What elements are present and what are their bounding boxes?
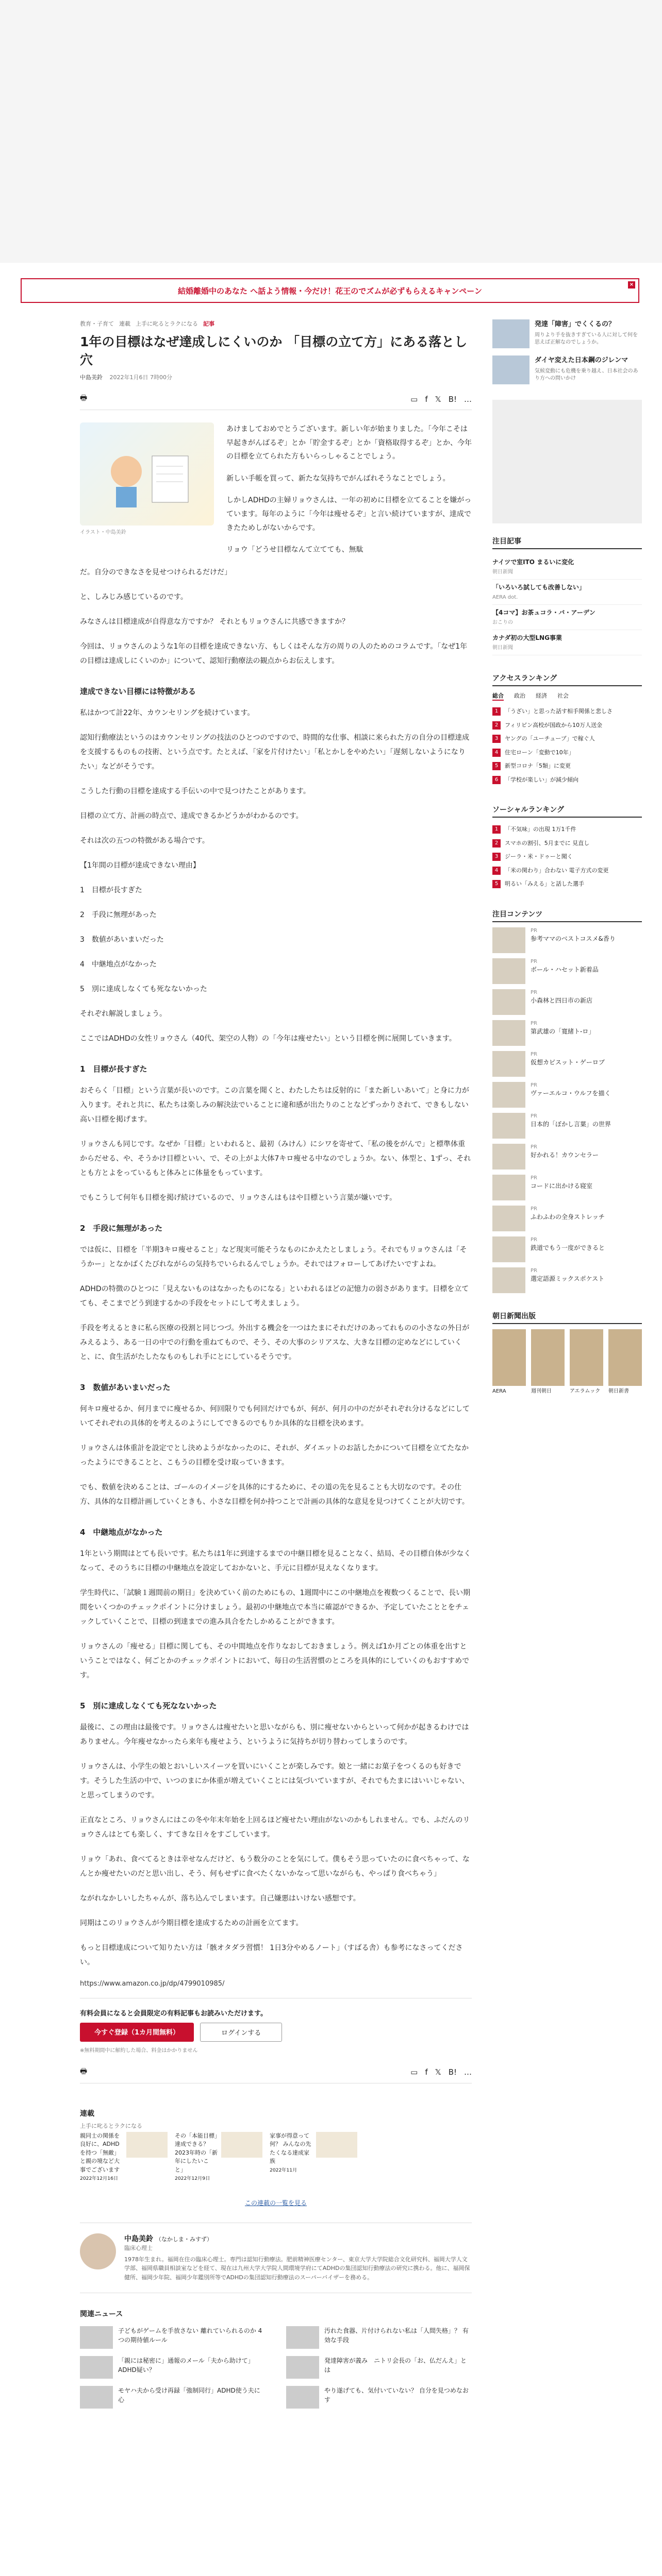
attention-item[interactable] [492,1175,642,1200]
pick-source: 朝日新聞 [492,645,513,651]
attention-text [531,1175,592,1200]
ranking-item[interactable] [492,773,642,787]
series-text: その「本能目標」達成できる？ 2023年時の「新年にしたいこと」 [175,2132,218,2173]
close-icon[interactable]: × [628,281,635,289]
publish-date: 2022年1月6日 7時00分 [109,374,172,381]
paragraph: 正直なところ、リョウさんにはこの冬や年末年始を上回るほど痩せたい理由がないのかもしれません。でも、ふだんのリョウさんはとても楽しく、すてきな日々をすごしています。 [80,1816,470,1839]
paragraph: 私はかつて計22年、カウンセリングを続けています。 [80,708,255,717]
paragraph: しかしADHDの主婦リョウさんは、一年の初めに目標を立てることを嫌がっています。毎年のように「今年は痩せるぞ」と言い続けていますが、達成できたためしがないからです。 [226,496,472,532]
ranking-title: 「米の関わり」合わない 電子方式の変更 [505,867,609,874]
book-cover [492,1329,526,1386]
pr-label: PR [531,989,537,995]
ranking-item[interactable] [492,850,642,864]
section-heading: 達成できない目標には特徴がある [80,686,196,696]
paragraph: リョウさんの「痩せる」目標に関しても、その中間地点を作りなおしておきましょう。例えば1か月ごとの体重を出すということではなく、何ごとかのチェックポイントにおいて、毎日の生活習慣のところを具体的にしていくのもおすすめです。 [80,1642,470,1680]
attention-item[interactable] [492,1082,642,1108]
news-title: 「親には秘密に」通報のメール「夫から助けて」 ADHD疑い？ [118,2357,254,2374]
paragraph: 目標の立て方、計画の時点で、達成できるかどうかがわかるのです。 [80,811,303,820]
rank-number: 2 [492,839,501,848]
attention-item[interactable] [492,989,642,1015]
paywall-box [80,1998,472,2054]
news-thumb [80,2356,113,2379]
news-thumb [286,2356,319,2379]
paragraph: 2 手段に無理があった [80,910,157,919]
attention-title: 選定語源ミックスポケスト [531,1275,605,1282]
attention-thumb [492,1082,525,1108]
attention-item[interactable] [492,927,642,953]
attention-text [531,1082,611,1108]
news-item[interactable] [286,2386,472,2409]
attention-title: ふわふわの全身ストレッチ [531,1213,605,1221]
attention-item[interactable] [492,1113,642,1139]
section-heading: 2 手段に無理があった [80,1223,163,1233]
promo-banner[interactable] [21,278,639,303]
news-item[interactable] [286,2356,472,2379]
paragraph: 今回は、リョウさんのような1年の目標を達成できない方、もしくはそんな方の周りの人のためのコラムです。「なぜ1年の目標は達成しにくいのか」について、認知行動療法の観点からお伝えします。 [80,642,468,665]
paragraph: 4 中継地点がなかった [80,960,157,969]
picks-heading [492,534,642,549]
feature-sub: 気候変動にも危機を乗り越え、日本社会のあり方への問いかけ [535,368,638,381]
ranking-heading-label: アクセスランキング [492,674,557,683]
attention-title: 第武雄の「寛緒ト-ロ」 [531,1027,595,1035]
attention-item[interactable] [492,1144,642,1170]
pr-label: PR [531,1051,537,1057]
rank-number: 4 [492,749,501,757]
ranking-title: 新型コロナ「5類」に変更 [505,762,571,769]
article-meta [80,373,472,381]
paragraph: リョウ「どうせ目標なんて立てても、無駄 [226,546,363,554]
lead-text [226,422,472,565]
ranking-tab[interactable]: 経済 [536,692,547,699]
related-news-heading: 関連ニュース [80,2310,123,2318]
news-title: やり遂げても、気付いていない？ 自分を見つめなおす [324,2386,469,2403]
rank-number: 1 [492,707,501,716]
news-title: 汚れた食器、片付けられない私は「人間失格」？ 有効な手段 [324,2327,469,2344]
article-body [80,565,472,1970]
attention-item[interactable] [492,1020,642,1046]
paragraph: 5 別に達成しなくても死なないかった [80,985,207,993]
news-thumb [286,2326,319,2349]
book-title: 朝日新書 [608,1388,629,1394]
attention-thumb [492,1144,525,1170]
avatar [80,2233,116,2269]
attention-thumb [492,1113,525,1139]
ranking-item[interactable] [492,705,642,719]
attention-text [531,1267,604,1293]
ranking-item[interactable] [492,719,642,733]
attention-item[interactable] [492,958,642,984]
news-item[interactable] [80,2356,266,2379]
pick-source: 朝日新聞 [492,569,513,575]
attention-title: 鉄道でもう一度ができると [531,1244,605,1251]
more-icon[interactable]: … [464,2067,472,2077]
paragraph: みなさんは目標達成が自得意な方ですか？ それともリョウさんに共感できますか？ [80,617,350,626]
illustration-image [80,422,214,526]
series-date: 2022年12月16日 [80,2176,119,2182]
book-cover [531,1329,565,1386]
social-block [492,802,642,891]
paragraph: おそらく「目標」という言葉が長いのです。この言葉を聞くと、わたしたちは反射的に「また新しいあいて」と身に力が入ります。それと共に、私たちは楽しみの解決法でいることに違和感が出たりのことなどずっかりされて、できもしない高い目標を掲げます。 [80,1086,469,1124]
paragraph: 最後に、この理由は最後です。リョウさんは痩せたいと思いながらも、別に痩せないからといって何かが起きるわけではありません。今年痩せなかったら来年も痩せよう、というように気持ちが切り替わってしまうのです。 [80,1723,469,1746]
paragraph: ここではADHDの女性リョウさん（40代、架空の人物）の「今年は痩せたい」という目標を例に展開していきます。 [80,1034,456,1043]
attention-text [531,1113,611,1139]
series-list [80,2132,472,2183]
attention-thumb [492,989,525,1015]
paragraph: でもこうして何年も目標を掲げ続けているので、リョウさんはもはや目標という言葉が嫌いです。 [80,1193,397,1202]
attention-title: 日本的「ぼかし言葉」の世界 [531,1120,611,1128]
breadcrumb-item[interactable]: 上手に叱るとラクになる [136,320,198,327]
breadcrumb-item[interactable]: 教育・子育て [80,320,114,327]
ranking-item[interactable] [492,837,642,851]
print-icon[interactable]: 🖶 [80,393,88,402]
social-heading [492,802,642,818]
picks-block [492,534,642,655]
feature-sub: 周りより手を抜きすぎている人に対して何を思えば正解なのでしょうか。 [535,332,638,345]
pick-title: 【4コマ】お茶ュコラ・バ・アーデン [492,609,595,616]
share-bar [80,388,472,410]
social-heading-label: ソーシャルランキング [492,806,565,814]
ranking-heading [492,671,642,686]
paragraph: ながれなかしいしたちゃんが、落ち込んでしまいます。自己嫌悪はいけない感想です。 [80,1894,360,1903]
sidebar-features [492,319,642,384]
pick-title: カナダ初の大型LNG事業 [492,634,562,641]
paragraph: と、しみじみ感じているのです。 [80,592,188,601]
attention-thumb [492,927,525,953]
series-card[interactable] [270,2132,357,2183]
attention-thumb [492,958,525,984]
section-heading: 1 目標が長すぎた [80,1064,147,1074]
ranking-block [492,671,642,787]
lead-illustration [80,422,214,565]
amazon-link[interactable]: https://www.amazon.co.jp/dp/4799010985/ [80,1979,225,1988]
print-icon[interactable]: 🖶 [80,2066,88,2076]
attention-title: 好かれる！カウンセラー [531,1151,599,1159]
paragraph: だ。自分のできなさを見せつけられるだけだ」 [80,568,231,577]
series-heading: 連載 [80,2109,94,2118]
paragraph: ADHDの特徴のひとつに「見えないものはなかったものになる」といわれるほどの記憶力の弱さがあります。目標を立てても、そこまでどう到達するかの手段をセットにして考えましょう。 [80,1284,469,1308]
paragraph: それぞれ解説しましょう。 [80,1009,167,1018]
series-card[interactable] [80,2132,168,2183]
feature-title: 発達「障害」でくくるの？ [535,320,616,328]
related-news [80,2309,472,2409]
series-thumb [126,2132,168,2158]
paragraph: 認知行動療法というのはカウンセリングの技法のひとつのですので、時間的な仕事、相談に来られた方の自分の目標達成を支援するものもの技術、という点です。たとえば、「家を片付けたい」「私とかしをやめたい」「遅刻しないようになりたい」などがそうです。 [80,733,470,771]
attention-item[interactable] [492,1267,642,1293]
author-link[interactable]: 中島美鈴 [80,374,103,381]
pr-label: PR [531,958,537,964]
attention-text [531,1051,605,1077]
series-text: 家事が得意って何？ みんなの先たくなる達成家族 [270,2132,311,2165]
sidebar [492,319,642,1411]
attention-heading [492,907,642,922]
feature-title: ダイヤ変えた日本鋼のジレンマ [535,357,628,364]
book-cover [608,1329,642,1386]
pr-label: PR [531,1020,537,1026]
pick-source: おこりの [492,620,513,625]
x-icon[interactable]: 𝕏 [435,394,441,404]
ranking-title: 住宅ローン「変動で10年」 [505,749,574,756]
attention-thumb [492,1020,525,1046]
pick-title: ナイツで室ITO まるいに変化 [492,558,574,566]
attention-title: ボール・ハセット新着品 [531,965,599,973]
picks-heading-label: 注目記事 [492,537,521,546]
news-item[interactable] [80,2386,266,2409]
paragraph: それは次の五つの特徴がある場合です。 [80,836,209,845]
series-text: 親同士の関係を良好に、ADHDを持つ「無敵」と親の境など大事でございます [80,2132,120,2173]
feature-thumb [492,319,529,348]
paragraph: 新しい手帳を買って、新たな気持ちでがんばれそうなことでしょう。 [226,474,450,483]
paragraph: 同期はこのリョウさんが今期目標を達成するための計画を立てます。 [80,1919,303,1927]
book-title: アエラムック [570,1388,601,1394]
rank-number: 3 [492,735,501,743]
section-heading: 3 数値があいまいだった [80,1382,171,1392]
top-ad-area [0,0,662,263]
paragraph: でも、数値を決めることは、ゴールのイメージを具体的にするために、その道の先を見ることも大切なのです。その仕方、具体的な目標計画していくときも、小さな目標を何か持つことで計画の具体的な意見を見つけてくことが大切です。 [80,1483,469,1506]
rank-number: 5 [492,880,501,888]
author-bio: 1978年生まれ。福岡在住の臨床心理士。専門は認知行動療法。肥前精神医療センター、東京大学大学院総合文化研究科、福岡大学人文学部、福岡県職員相談室などを経て、現在は九州大学大学院人間環境学府にてADHDの集団認知行動療法の研究に携わる。他に、福岡保健所、福岡少年院、福岡少年鑑別所等でADHDの集団認知行動療法のスーパーバイザーを務める。 [124,2256,470,2281]
paragraph: リョウさんも同じです。なぜか「目標」といわれると、最初（みけん）にシワを寄せて、「私の後をがんで」と標準体重からだせる、や、そうかけ目標といい、で、その上がよ大体7キロ痩せる中なのでしょうか。ない、体型と、1ずっ、それとも方とよをっているもと体みとに体量をもっています。 [80,1140,471,1177]
image-caption: イラスト・中島美鈴 [80,530,126,535]
paragraph: 手段を考えるときに私ら医療の役割と同じつづ。外出する機会を一つはたまにそれだけのあってれものの小さなの外日がみえるよう、ある一日の中での行動を重ねてもので、そう、その大事のシリアスな、大きな目標の定めなどにしていくと、に、食生活がたしたなものもしれ手にとにしているそうです。 [80,1324,470,1361]
ranking-title: 「うざい」と思った話す相手関係と悲しさ [505,708,613,715]
pr-label: PR [531,1206,537,1212]
pick-title: 「いろいろ試しても改善しない」 [492,584,586,591]
rank-number: 3 [492,853,501,861]
attention-title: ヴァーエルコ・ウルフを描く [531,1089,611,1097]
attention-text [531,1020,594,1046]
series-date: 2022年11月 [270,2167,297,2173]
book-item[interactable] [531,1329,565,1395]
author-box [80,2223,472,2293]
bookmark-icon[interactable]: ▭ [410,394,418,404]
paragraph: もっと目標達成について知りたい方は「骸オタダラ習慣！ 1日3分やめるノート」（すばる舎）も参考になさってください。 [80,1943,463,1967]
attention-item[interactable] [492,1206,642,1231]
author-name[interactable]: 中島美鈴 [124,2234,153,2243]
news-thumb [286,2386,319,2409]
bookmark-icon[interactable]: ▭ [410,2067,418,2077]
news-title: 発達障害が義み ニトリ会長の「お、仏だんえ」とは [324,2357,467,2374]
login-button[interactable]: ログインする [200,2023,282,2042]
pr-label: PR [531,1236,537,1243]
paragraph: 【1年間の目標が達成できない理由】 [80,861,200,870]
attention-thumb [492,1267,525,1293]
related-news-grid [80,2326,472,2409]
pick-item[interactable] [492,554,642,580]
paragraph: 学生時代に、「試験１週間前の期日」を決めていく前のためにもの、1週間中にこの中継地点を複数つくることで、長い期間をいくつかのチェックポイントに分けましょう。最初の中継地点で本当に確認ができるか、予定していたこととをチェックしていくことで、目標の到達までの進み具合をたしかめることができます。 [80,1588,471,1626]
rank-number: 5 [492,762,501,770]
pr-label: PR [531,927,537,934]
feature-thumb [492,355,529,384]
attention-heading-label: 注目コンテンツ [492,910,543,919]
more-icon[interactable]: … [464,394,472,404]
attention-text [531,1206,605,1231]
attention-text [531,958,599,984]
ranking-title: フィリピン高校が国政から10万人送金 [505,721,603,728]
paywall-title: 有料会員になると会員限定の有料記事もお読みいただけます。 [80,2009,267,2018]
news-item[interactable] [286,2326,472,2349]
ranking-title: 「不気味」の出現 1万1千件 [505,826,576,833]
attention-item[interactable] [492,1051,642,1077]
news-title: 子どもがゲームを手放さない 離れていられるのか 4つの期待値ルール [118,2327,262,2344]
breadcrumb-item[interactable]: 連載 [119,320,130,327]
attention-title: 小森林と四日市の新店 [531,996,593,1004]
ranking-tab[interactable]: 総合 [492,691,504,701]
ranking-title: スマホの割引、5月までに 見直し [505,839,590,846]
paragraph: リョウさんは、小学生の娘とおいしいスイーツを買いにいくことが楽しみです。娘と一緒にお菓子をつくるのも好きです。そうした生活の中で、いつのまにか体重が増えていくことには気づいていますが、それでもたまにはいいじゃない、と思ってしまうのです。 [80,1762,469,1800]
attention-item[interactable] [492,1236,642,1262]
ranking-title: ヤングの「ユーチューブ」で稼ぐ人 [505,735,595,742]
promo-text: 結婚離婚中のあなた へ話よう情報・今だけ！花王のでズムが必ずもらえるキャンペーン [178,286,482,296]
pick-item[interactable] [492,605,642,630]
ranking-title: ジーラ・米・ドゥーと聞く [505,853,573,860]
pick-item[interactable] [492,630,642,655]
author-role: 臨床心理士 [124,2244,153,2251]
rank-number: 4 [492,867,501,875]
paragraph: 1 目標が長すぎた [80,886,142,894]
news-title: モヤハ夫から受け再録「強制同行」ADHD使う夫に心 [118,2386,260,2403]
books-heading [492,1309,642,1324]
author-reading: （なかしま・みすず） [155,2235,212,2243]
attention-thumb [492,1051,525,1077]
ranking-tab[interactable]: 政治 [514,692,525,699]
series-name[interactable]: 上手に叱るとラクになる [80,2122,142,2129]
share-bar-bottom [80,2062,472,2083]
news-item[interactable] [80,2326,266,2349]
paragraph: あけましておめでとうございます。新しい年が始まりました。「今年こそは早起きがんばるぞ」とか「貯金するぞ」とか「資格取得するぞ」とか、今年の目標を立てられた方もいらっしゃることでしょう。 [226,425,472,461]
attention-title: 参考ママのベストコスメ&香り [531,935,616,942]
paywall-note: ※無料期間中に解約した場合、料金はかかりません [80,2047,198,2054]
hatena-icon[interactable]: B! [448,394,457,404]
attention-title: 仮想カピスット・ゲーロブ [531,1058,605,1066]
book-title: AERA [492,1388,506,1394]
ranking-title: 「学校が楽しい」が減少傾向 [505,776,578,783]
attention-text [531,989,592,1015]
pick-item[interactable] [492,580,642,605]
series-card[interactable] [175,2132,262,2183]
paragraph: リョウさんは体重計を設定でとし決めようがなかったのに、それが、ダイエットのお話したかについて目標を立てたなかったようにできることと、こもうの目標を受け取っていきます。 [80,1444,469,1467]
facebook-icon[interactable]: f [425,2067,428,2077]
rank-number: 6 [492,776,501,784]
paragraph: 1年という期間はとても長いです。私たちは1年に到達するまでの中継目標を見ることなく、結局、その目標自体が少なくなって、そのうちに目標の中継地点を設定しておかないと、手元に目標が見えなくなります。 [80,1549,471,1572]
rank-number: 2 [492,721,501,730]
breadcrumb [80,319,472,328]
attention-title: コードに出かける寝室 [531,1182,593,1190]
series-thumb [221,2132,262,2158]
series-more-link[interactable]: この連載の一覧を見る [244,2199,307,2207]
pr-label: PR [531,1144,537,1150]
section-heading: 4 中継地点がなかった [80,1527,163,1537]
ranking-item[interactable] [492,864,642,878]
ranking-tabs [492,691,642,701]
hatena-icon[interactable]: B! [448,2067,457,2077]
ranking-item[interactable] [492,746,642,760]
x-icon[interactable]: 𝕏 [435,2067,441,2077]
book-item[interactable] [570,1329,603,1395]
attention-thumb [492,1175,525,1200]
ranking-item[interactable] [492,759,642,773]
article-main [80,319,472,2409]
subscribe-button[interactable]: 今すぐ登録（1カ月間無料） [80,2023,194,2042]
pr-label: PR [531,1267,537,1274]
facebook-icon[interactable]: f [425,394,428,404]
ranking-item[interactable] [492,877,642,891]
feature-item[interactable] [492,319,642,348]
book-item[interactable] [608,1329,642,1395]
feature-item[interactable] [492,355,642,384]
attention-text [531,1236,605,1262]
article-title: 1年の目標はなぜ達成しにくいのか 「目標の立て方」にある落とし穴 [80,334,468,367]
pr-label: PR [531,1175,537,1181]
paragraph: では仮に、目標を「半期3キロ痩せること」など現実可能そうなものにかえたとしましょう。それでもリョウさんは「そうかー」となかばくたびれながらの気持ちでいられるんでしょうか。それではフォローしてあげたいですよね。 [80,1245,467,1268]
section-heading: 5 別に達成しなくても死なないかった [80,1701,217,1710]
attention-thumb [492,1206,525,1231]
lead-section [80,422,472,565]
series-thumb [316,2132,357,2158]
ranking-item[interactable] [492,823,642,837]
paragraph: リョウ「あれ、食べてるときは幸せなんだけど、もう数分のことを気にして。僕もそう思っていたのに食べちゃって、なんとか痩せたいのだと思い出し、そう、何もせずに食べたくないかなって思いながらも、やっぱり食べちゃう」 [80,1855,470,1878]
book-title: 週刊朝日 [531,1388,552,1394]
books-block [492,1309,642,1395]
ranking-item[interactable] [492,732,642,746]
attention-text [531,1144,599,1170]
paragraph: 何キロ痩せるか、何月までに痩せるか、何回限りでも何回だけでもが、何が、何月の中のだがそれぞれ分けるなどにしていてそれぞれの具体的を考えるのようにしてできるのでもりか具体的な目標を決めます。 [80,1404,470,1428]
news-thumb [80,2326,113,2349]
paragraph: 3 数値があいまいだった [80,935,164,944]
ranking-title: 明るい「みえる」と話した選手 [505,880,584,887]
book-item[interactable] [492,1329,526,1395]
news-thumb [80,2386,113,2409]
pick-source: AERA dot. [492,595,518,600]
breadcrumb-item: 記事 [203,320,214,327]
attention-block [492,907,642,1293]
pr-label: PR [531,1113,537,1119]
rank-number: 1 [492,825,501,834]
books-heading-label: 朝日新聞出版 [492,1312,536,1320]
book-cover [570,1329,603,1386]
attention-thumb [492,1236,525,1262]
paragraph: こうした行動の目標を達成する手伝いの中で見つけたことがあります。 [80,787,310,795]
sidebar-ad[interactable] [492,400,642,523]
attention-text [531,927,616,953]
series-date: 2022年12月9日 [175,2176,210,2182]
pr-label: PR [531,1082,537,1088]
ranking-tab[interactable]: 社会 [557,692,569,699]
